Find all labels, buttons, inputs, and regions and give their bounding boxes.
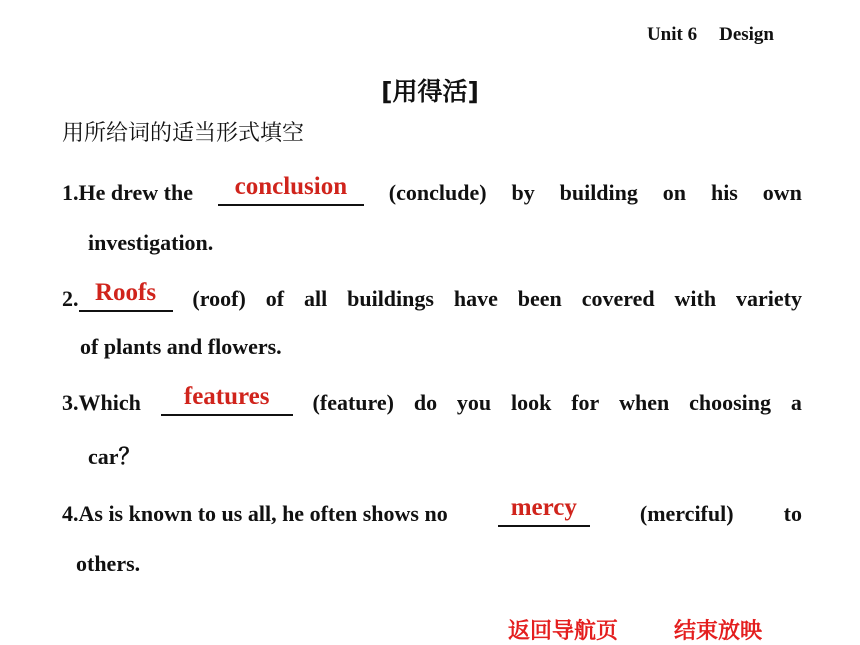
question-1-blank (218, 174, 364, 206)
question-4-line-1: 4.As is known to us all, he often shows no mercy (merciful) to (62, 494, 802, 526)
question-4-answer: mercy (510, 494, 577, 521)
slide-header (647, 24, 774, 46)
end-show-button[interactable]: 结束放映 (674, 619, 763, 644)
question-2-blank (79, 280, 173, 312)
question-1-line-2: investigation. (88, 230, 214, 255)
question-2-answer: Roofs (94, 279, 157, 306)
question-4-line-2: others. (76, 551, 141, 576)
question-2-lead: 2. Roofs (62, 280, 173, 312)
instruction-text: 用所给词的适当形式填空 (62, 121, 305, 146)
question-1-line-1: 1.He drew the conclusion (conclude) by building on his own (62, 173, 802, 205)
question-3-line-2: car？ (88, 444, 141, 469)
question-3-blank (161, 384, 293, 416)
question-3-line-1: 3.Which features (feature) do you look for when choosing a (62, 383, 802, 415)
question-3-answer: features (183, 383, 270, 410)
question-4-lead: 4.As is known to us all, he often shows no (62, 501, 448, 526)
question-4-blank (498, 495, 590, 527)
question-2-line-1: 2. Roofs (roof) of all buildings have been covered with variety (62, 279, 802, 311)
unit-topic: Design (719, 24, 774, 45)
back-to-nav-button[interactable]: 返回导航页 (508, 619, 619, 644)
question-2-line-2: of plants and flowers. (80, 334, 282, 359)
section-title: [用得活] (381, 77, 479, 106)
unit-label: Unit 6 (646, 24, 698, 45)
question-1-answer: conclusion (234, 173, 348, 200)
question-1-lead: 1.He drew the (62, 180, 193, 205)
question-3-lead: 3.Which (62, 390, 141, 415)
